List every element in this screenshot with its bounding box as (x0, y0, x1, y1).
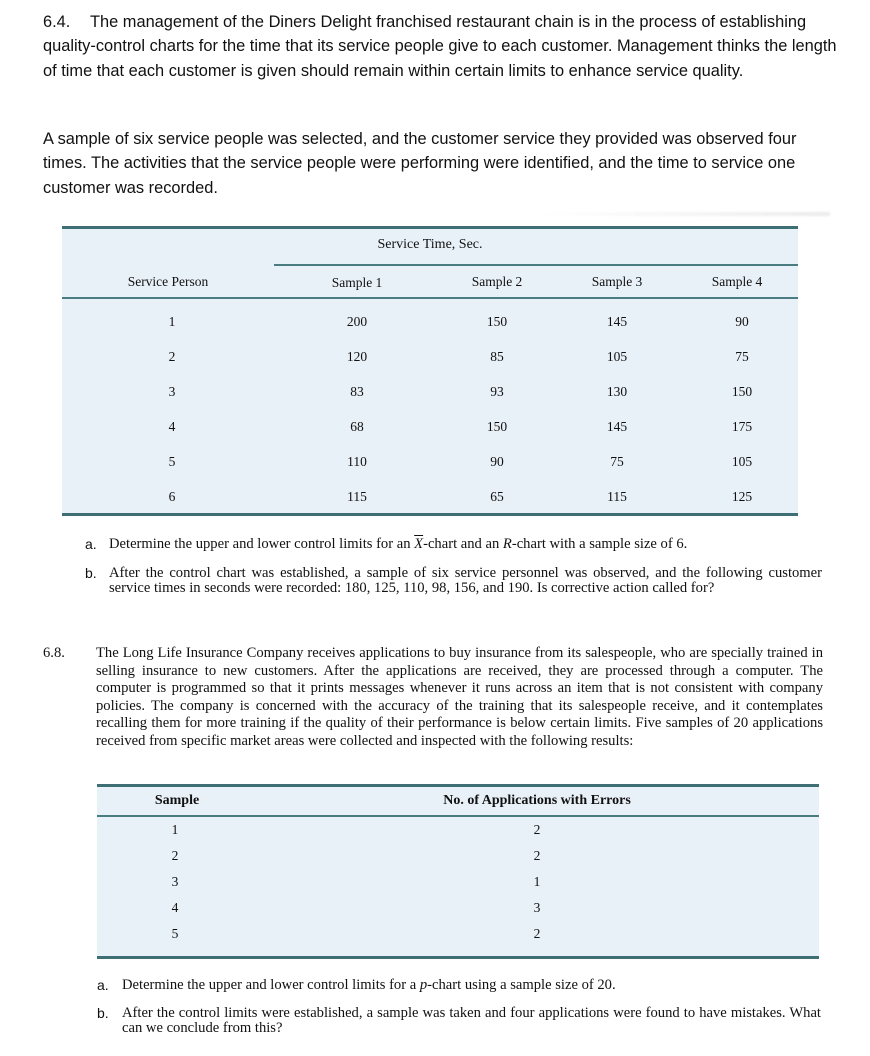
errors-cell: 2 (533, 848, 541, 863)
sample-cell: 1 (171, 822, 179, 837)
question-6-4-intro (43, 10, 843, 83)
header-sample: Sample (154, 793, 200, 808)
part-a-text: Determine the upper and lower control limits for an (109, 536, 415, 552)
value-cell: 90 (490, 454, 504, 469)
question-6-4-part-b (85, 566, 822, 596)
header-errors: No. of Applications with Errors (443, 793, 631, 808)
table-group-header: Service Time, Sec. (377, 237, 483, 252)
value-cell: 105 (731, 454, 753, 469)
sample-cell: 5 (171, 926, 179, 941)
value-cell: 125 (731, 489, 753, 504)
value-cell: 175 (731, 419, 753, 434)
value-cell: 130 (606, 384, 628, 399)
question-6-8-number: 6.8. (43, 645, 65, 661)
applications-error-table (97, 784, 819, 959)
value-cell: 75 (610, 454, 624, 469)
group-header-rule (274, 264, 798, 266)
header-rule (97, 815, 819, 817)
header-sample-3: Sample 3 (591, 274, 643, 289)
errors-cell: 2 (533, 822, 541, 837)
errors-cell: 2 (533, 926, 541, 941)
value-cell: 105 (606, 349, 628, 364)
person-cell: 5 (168, 454, 176, 469)
value-cell: 145 (606, 314, 628, 329)
value-cell: 65 (490, 489, 504, 504)
value-cell: 75 (735, 349, 749, 364)
errors-cell: 3 (533, 900, 541, 915)
page-shadow-divider (540, 212, 830, 216)
sample-cell: 3 (171, 874, 179, 889)
question-6-8 (43, 645, 823, 751)
part-letter: a. (97, 977, 109, 993)
person-cell: 2 (168, 349, 176, 364)
sample-cell: 2 (171, 848, 179, 863)
person-cell: 4 (168, 419, 176, 434)
r-symbol: R (502, 536, 512, 552)
sample-cell: 4 (171, 900, 179, 915)
person-cell: 3 (168, 384, 176, 399)
part-a-text: -chart using a sample size of 20. (427, 977, 616, 993)
person-cell: 6 (168, 489, 176, 504)
value-cell: 115 (347, 489, 367, 504)
person-cell: 1 (168, 314, 176, 329)
x-bar-symbol: $\overline{X}$ (414, 536, 424, 552)
header-service-person: Service Person (127, 274, 209, 289)
value-cell: 93 (490, 384, 504, 399)
value-cell: 85 (490, 349, 504, 364)
value-cell: 145 (606, 419, 628, 434)
question-6-8-text: The Long Life Insurance Company receives applications to buy insurance from its salespeople, who are specially trained in selling insurance to new customers. After the applications are received, they are processed through a computer. The computer is programmed so that it prints messages whenever it runs across an item that is not consistent with company policies. The company is concerned with the accuracy of the training that its salespeople receive, and it contemplates recalling them for more training if the quality of their performance is below certain limits. Five samples of 20 applications received from specific market areas were collected and inspected with the following results: (96, 645, 823, 749)
part-a-text: Determine the upper and lower control limits for a (122, 977, 420, 993)
part-a-text: -chart with a sample size of 6. (511, 536, 688, 552)
question-6-8-part-a (97, 978, 821, 993)
question-6-4-text: The management of the Diners Delight franchised restaurant chain is in the process of establishing quality-control charts for the time that its service people give to each customer. Management thinks the length of time that each customer is given should remain within certain limits to enhance service quality. (43, 13, 837, 80)
value-cell: 150 (731, 384, 753, 399)
header-sample-2: Sample 2 (471, 274, 523, 289)
part-b-text: After the control limits were established, a sample was taken and four applications were found to have mistakes. What can we conclude from this? (122, 1005, 821, 1036)
header-rule (62, 297, 798, 299)
value-cell: 150 (486, 314, 508, 329)
part-b-text: After the control chart was established, a sample of six service personnel was observed, and the following customer service times in seconds were recorded: 180, 125, 110, 98, 156, and 190. Is corrective action called for? (109, 565, 822, 596)
value-cell: 150 (486, 419, 508, 434)
question-6-4-part-a (85, 537, 825, 552)
errors-cell: 1 (533, 874, 541, 889)
question-6-4-number: 6.4. (43, 13, 71, 31)
p-symbol: p (419, 977, 428, 993)
value-cell: 83 (350, 384, 364, 399)
part-a-text: -chart and an (423, 536, 503, 552)
header-sample-1: Sample 1 (331, 275, 383, 290)
part-letter: b. (97, 1005, 109, 1021)
value-cell: 120 (346, 349, 368, 364)
value-cell: 68 (350, 419, 364, 434)
service-time-table (62, 226, 798, 516)
header-sample-4: Sample 4 (711, 274, 763, 289)
value-cell: 200 (346, 314, 368, 329)
value-cell: 115 (607, 489, 627, 504)
part-letter: a. (85, 536, 97, 552)
question-6-8-part-b (97, 1006, 821, 1036)
value-cell: 110 (347, 454, 367, 469)
value-cell: 90 (735, 314, 749, 329)
part-letter: b. (85, 565, 97, 581)
question-6-4-description: A sample of six service people was selected, and the customer service they provided was observed four times. The activities that the service people were performing were identified, and the time to service one customer was recorded. (43, 130, 797, 197)
